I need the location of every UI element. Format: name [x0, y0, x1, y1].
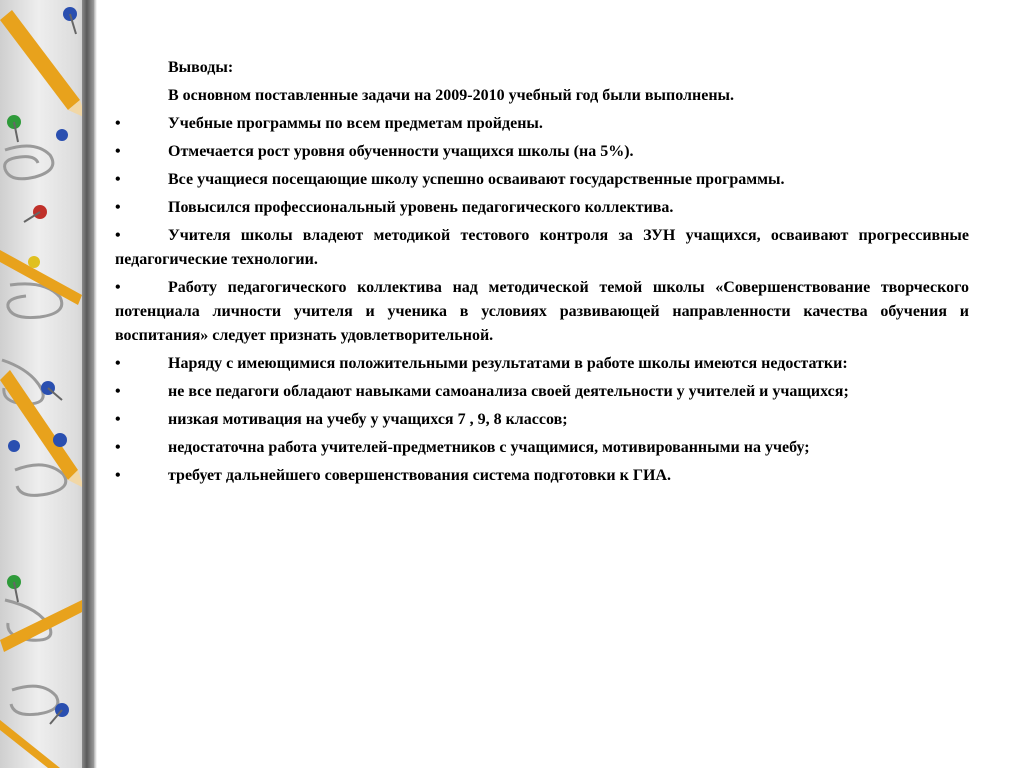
decorative-border [0, 0, 96, 768]
list-item-text: Повысился профессиональный уровень педагогического коллектива. [168, 199, 674, 216]
bullet: • [115, 355, 121, 372]
bullet: • [115, 279, 121, 296]
list-item [115, 276, 969, 348]
bullet: • [115, 439, 121, 456]
heading: Выводы: [168, 59, 234, 76]
list-item-text: не все педагоги обладают навыками самоанализа своей деятельности у учителей и учащихся; [168, 383, 849, 400]
list-item [115, 224, 969, 272]
list-item-text: Учителя школы владеют методикой тестового контроля за ЗУН учащихся, осваивают прогрессивные педагогические технологии. [115, 227, 969, 268]
border-edge [82, 0, 94, 768]
list-item [115, 112, 969, 136]
list-item-text: низкая мотивация на учебу у учащихся 7 , 9, 8 классов; [168, 411, 568, 428]
bullet: • [115, 383, 121, 400]
list-item-text: Наряду с имеющимися положительными результатами в работе школы имеются недостатки: [168, 355, 848, 372]
list-item [115, 168, 969, 192]
list-item-text: недостаточна работа учителей-предметников с учащимися, мотивированными на учебу; [168, 439, 810, 456]
bullet: • [115, 115, 121, 132]
list-item-text: требует дальнейшего совершенствования система подготовки к ГИА. [168, 467, 672, 484]
list-item-text: Все учащиеся посещающие школу успешно осваивают государственные программы. [168, 171, 785, 188]
list-item [115, 352, 969, 376]
intro-text: В основном поставленные задачи на 2009-2010 учебный год были выполнены. [168, 87, 735, 104]
list-item-text: Учебные программы по всем предметам пройдены. [168, 115, 543, 132]
list-item [115, 464, 969, 488]
bullet: • [115, 411, 121, 428]
list-item [115, 380, 969, 404]
list-item [115, 408, 969, 432]
list-item-text: Работу педагогического коллектива над методической темой школы «Совершенствование творческого потенциала личности учителя и ученика в условиях развивающей направленности качества обучения и воспитания» следует признать удовлетворительной. [115, 279, 969, 344]
border-shadow [94, 0, 97, 768]
bullet: • [115, 227, 121, 244]
bullet: • [115, 143, 121, 160]
bullet: • [115, 171, 121, 188]
list-item-text: Отмечается рост уровня обученности учащихся школы (на 5%). [168, 143, 634, 160]
list-item [115, 196, 969, 220]
list-item [115, 140, 969, 164]
slide-content [115, 56, 969, 492]
bullet: • [115, 199, 121, 216]
bullet: • [115, 467, 121, 484]
list-item [115, 436, 969, 460]
